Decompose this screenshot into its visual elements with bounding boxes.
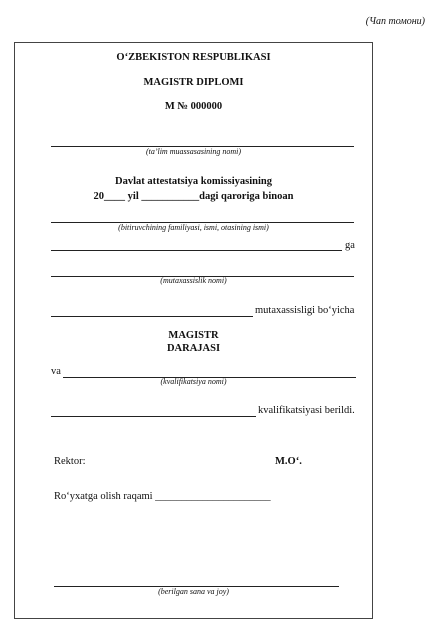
specialty-caption: (mutaxassislik nomi) [160, 276, 227, 285]
seal-label: M.O‘. [275, 456, 302, 467]
ga-label: ga [345, 240, 355, 251]
place-date-caption: (berilgan sana va joy) [158, 587, 229, 596]
commission-line-2: 20____ yil ___________dagi qaroriga binoan [93, 191, 294, 202]
rector-label: Rektor: [54, 456, 86, 467]
degree-line-1: MAGISTR [168, 330, 219, 341]
diploma-number: M № 000000 [164, 101, 223, 112]
specialty-field-line [51, 316, 253, 317]
graduate-caption: (bitiruvchining familiyasi, ismi, otasining ismi) [118, 223, 269, 232]
qualification-caption: (kvalifikatsiya nomi) [160, 377, 227, 386]
degree-line-2: DARAJASI [166, 343, 221, 354]
va-prefix: va [51, 366, 61, 377]
registration-number-label: Ro‘yxatga olish raqami ______________________ [54, 491, 271, 502]
institution-caption: (ta’lim muassasasining nomi) [145, 147, 242, 156]
diploma-title: MAGISTR DIPLOMI [143, 77, 244, 88]
country-title: O‘ZBEKISTON RESPUBLIKASI [116, 52, 271, 63]
commission-line-1: Davlat attestatsiya komissiyasining [115, 176, 272, 187]
qualification-field-line [51, 416, 256, 417]
page-side-note: (Чап томони) [365, 16, 425, 27]
qualification-suffix: kvalifikatsiyasi berildi. [258, 405, 355, 416]
specialty-suffix: mutaxassisligi bo‘yicha [255, 305, 355, 316]
ga-line [51, 250, 342, 251]
